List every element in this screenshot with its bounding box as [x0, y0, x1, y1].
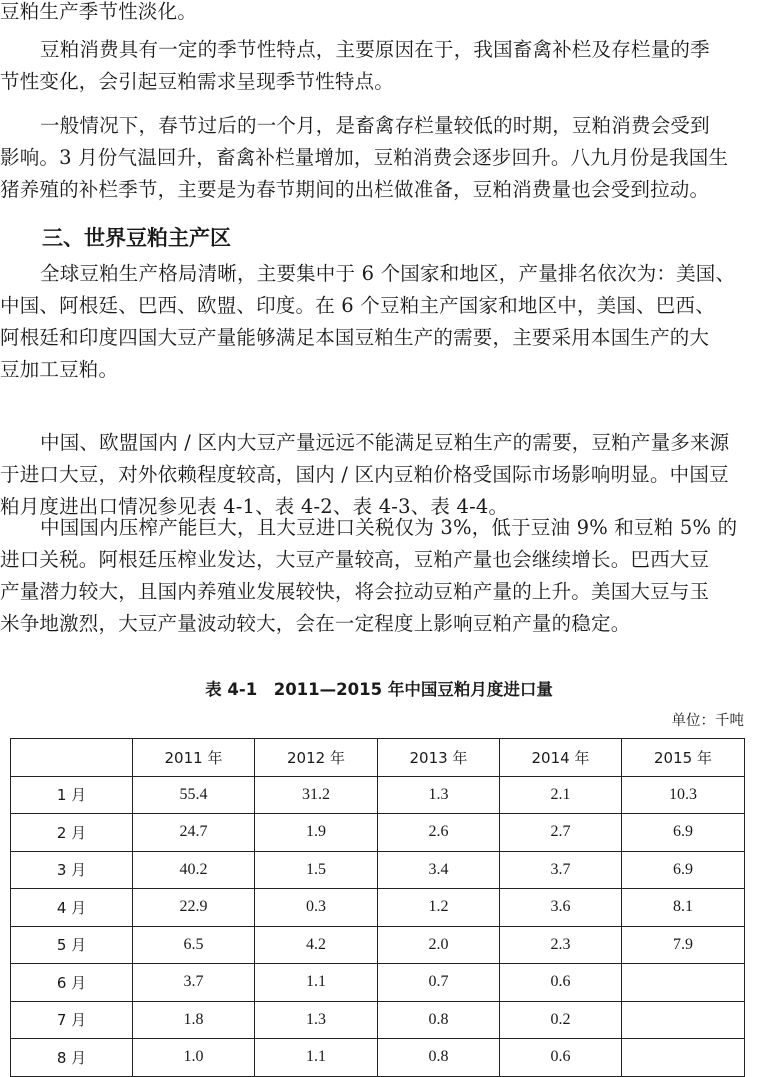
value-cell: 4.2 — [255, 926, 378, 964]
value-cell: 2.0 — [378, 926, 500, 964]
value-cell: 1.1 — [255, 964, 378, 1002]
text-line: 豆粕生产季节性淡化。 — [0, 0, 198, 23]
month-cell: 4 月 — [11, 889, 133, 927]
value-cell: 2.6 — [378, 814, 500, 852]
value-cell: 2.3 — [500, 926, 622, 964]
text-line: 影响。3 月份气温回升，畜禽补栏量增加，豆粕消费会逐步回升。八九月份是我国生 — [0, 146, 729, 169]
month-cell: 2 月 — [11, 814, 133, 852]
value-cell: 0.7 — [378, 964, 500, 1002]
month-cell: 8 月 — [11, 1039, 133, 1077]
value-cell: 0.6 — [500, 1039, 622, 1077]
value-cell — [622, 964, 745, 1002]
month-cell: 3 月 — [11, 851, 133, 889]
value-cell: 40.2 — [133, 851, 255, 889]
value-cell: 0.6 — [500, 964, 622, 1002]
table-unit: 单位：千吨 — [671, 713, 744, 729]
value-cell: 1.1 — [255, 1039, 378, 1077]
value-cell: 1.8 — [133, 1001, 255, 1039]
value-cell: 6.9 — [622, 814, 745, 852]
import-table — [10, 738, 745, 1077]
value-cell: 0.8 — [378, 1039, 500, 1077]
text-line: 于进口大豆，对外依赖程度较高，国内 / 区内豆粕价格受国际市场影响明显。中国豆 — [0, 463, 729, 486]
header-cell: 2014 年 — [500, 739, 622, 777]
table-row — [11, 851, 745, 889]
value-cell: 2.1 — [500, 776, 622, 814]
month-cell: 7 月 — [11, 1001, 133, 1039]
paragraph-1 — [0, 34, 740, 98]
value-cell — [622, 1039, 745, 1077]
value-cell: 2.7 — [500, 814, 622, 852]
value-cell: 1.2 — [378, 889, 500, 927]
text-line: 进口关税。阿根廷压榨业发达，大豆产量较高，豆粕产量也会继续增长。巴西大豆 — [0, 548, 710, 571]
table-row — [11, 776, 745, 814]
text-line: 一般情况下，春节过后的一个月，是畜禽存栏量较低的时期，豆粕消费会受到 — [40, 114, 710, 137]
paragraph-4 — [0, 427, 740, 523]
value-cell: 10.3 — [622, 776, 745, 814]
text-line: 中国、欧盟国内 / 区内大豆产量远远不能满足豆粕生产的需要，豆粕产量多来源 — [40, 431, 730, 454]
value-cell: 7.9 — [622, 926, 745, 964]
text-line: 阿根廷和印度四国大豆产量能够满足本国豆粕生产的需要，主要采用本国生产的大 — [0, 326, 710, 349]
text-line: 猪养殖的补栏季节，主要是为春节期间的出栏做准备，豆粕消费量也会受到拉动。 — [0, 178, 710, 201]
value-cell: 1.0 — [133, 1039, 255, 1077]
value-cell: 22.9 — [133, 889, 255, 927]
table-title: 表 4-1 2011—2015 年中国豆粕月度进口量 — [205, 680, 553, 699]
text-line: 全球豆粕生产格局清晰，主要集中于 6 个国家和地区，产量排名依次为：美国、 — [40, 262, 736, 285]
value-cell: 3.6 — [500, 889, 622, 927]
value-cell: 1.3 — [255, 1001, 378, 1039]
table-row — [11, 1039, 745, 1077]
value-cell: 3.4 — [378, 851, 500, 889]
value-cell: 0.8 — [378, 1001, 500, 1039]
section-heading: 三、世界豆粕主产区 — [42, 226, 231, 250]
text-line: 节性变化，会引起豆粕需求呈现季节性特点。 — [0, 70, 395, 93]
value-cell: 1.5 — [255, 851, 378, 889]
value-cell: 6.9 — [622, 851, 745, 889]
month-cell: 6 月 — [11, 964, 133, 1002]
value-cell — [622, 1001, 745, 1039]
value-cell: 0.2 — [500, 1001, 622, 1039]
table-header-row — [11, 739, 745, 777]
paragraph-0 — [0, 0, 740, 28]
text-line: 米争地激烈，大豆产量波动较大，会在一定程度上影响豆粕产量的稳定。 — [0, 612, 631, 635]
table-row — [11, 964, 745, 1002]
value-cell: 24.7 — [133, 814, 255, 852]
value-cell: 31.2 — [255, 776, 378, 814]
paragraph-5 — [0, 512, 740, 640]
header-cell: 2012 年 — [255, 739, 378, 777]
header-cell: 2013 年 — [378, 739, 500, 777]
text-line: 产量潜力较大，且国内养殖业发展较快，将会拉动豆粕产量的上升。美国大豆与玉 — [0, 580, 710, 603]
text-line: 豆加工豆粕。 — [0, 358, 119, 381]
text-line: 中国国内压榨产能巨大，且大豆进口关税仅为 3%，低于豆油 9% 和豆粕 5% 的 — [40, 516, 738, 539]
paragraph-3 — [0, 258, 740, 386]
table-row — [11, 1001, 745, 1039]
value-cell: 1.9 — [255, 814, 378, 852]
table-row — [11, 889, 745, 927]
value-cell: 3.7 — [500, 851, 622, 889]
value-cell: 1.3 — [378, 776, 500, 814]
value-cell: 8.1 — [622, 889, 745, 927]
month-cell: 1 月 — [11, 776, 133, 814]
header-cell — [11, 739, 133, 777]
value-cell: 6.5 — [133, 926, 255, 964]
table-row — [11, 814, 745, 852]
text-line: 豆粕消费具有一定的季节性特点，主要原因在于，我国畜禽补栏及存栏量的季 — [40, 38, 710, 61]
table-row — [11, 926, 745, 964]
header-cell: 2015 年 — [622, 739, 745, 777]
header-cell: 2011 年 — [133, 739, 255, 777]
value-cell: 3.7 — [133, 964, 255, 1002]
text-line: 粕月度进出口情况参见表 4-1、表 4-2、表 4-3、表 4-4。 — [0, 495, 509, 518]
value-cell: 55.4 — [133, 776, 255, 814]
text-line: 中国、阿根廷、巴西、欧盟、印度。在 6 个豆粕主产国家和地区中，美国、巴西、 — [0, 294, 715, 317]
paragraph-2 — [0, 110, 740, 206]
month-cell: 5 月 — [11, 926, 133, 964]
value-cell: 0.3 — [255, 889, 378, 927]
